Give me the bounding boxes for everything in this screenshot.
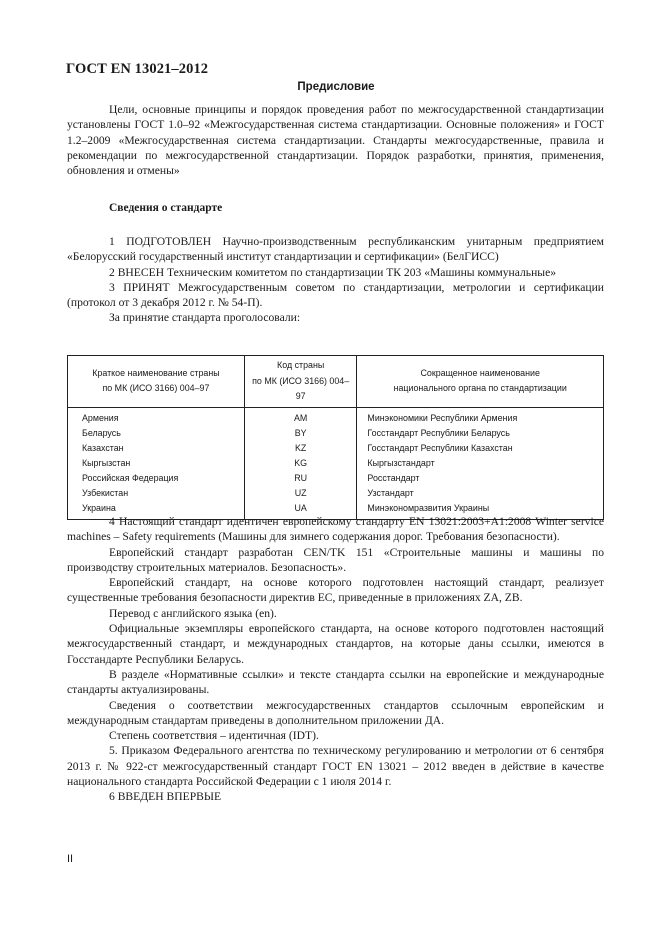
- table-cell-code: KZ: [244, 441, 357, 456]
- table-cell-body: Минэкономики Республики Армения: [357, 407, 604, 426]
- table-cell-country: Узбекистан: [68, 486, 245, 501]
- table-row: [68, 407, 604, 426]
- table-cell-code: BY: [244, 426, 357, 441]
- table-cell-country: Армения: [68, 407, 245, 426]
- paragraph-order: 5. Приказом Федерального агентства по техническому регулированию и метрологии от 6 сентября 2013 г. № 922-ст межгосударственный стандарт ГОСТ EN 13021 – 2012 введен в действие в качестве национального стандарта Российской Федерации с 1 июля 2014 г.: [67, 744, 604, 789]
- table-cell-country: Казахстан: [68, 441, 245, 456]
- table-cell-code: KG: [244, 456, 357, 471]
- table-row: [68, 426, 604, 441]
- table-cell-code: AM: [244, 407, 357, 426]
- table-cell-body: Росстандарт: [357, 471, 604, 486]
- paragraph-degree: Степень соответствия – идентичная (IDT).: [109, 729, 319, 743]
- table-cell-code: UZ: [244, 486, 357, 501]
- foreword-block: [67, 102, 604, 178]
- foreword-paragraph: Цели, основные принципы и порядок проведения работ по межгосударственной стандартизации установлены ГОСТ 1.0–92 «Межгосударственная система стандартизации. Основные положения» и ГОСТ 1.2–2009 «Межгосударственная система стандартизации. Стандарты межгосударственные, правила и рекомендации по межгосударственной стандартизации. Порядок разработки, принятия, применения, обновления и отмены»: [67, 103, 604, 178]
- paragraph-cen: Европейский стандарт разработан CEN/TK 151 «Строительные машины и машины по производству строительных материалов. Безопасность».: [67, 545, 604, 574]
- paragraph-references: В разделе «Нормативные ссылки» и тексте стандарта ссылки на европейские и международные стандарты актуализированы.: [67, 667, 604, 697]
- about-paragraph-3: 3 ПРИНЯТ Межгосударственным советом по стандартизации, метрологии и сертификации (протокол от 3 декабря 2012 г. № 54-П).: [67, 280, 604, 310]
- paragraph-first-introduced: 6 ВВЕДЕН ВПЕРВЫЕ: [109, 790, 222, 804]
- table-header-body: Сокращенное наименование национального органа по стандартизации: [357, 356, 604, 408]
- page-number: II: [67, 853, 74, 865]
- about-heading: Сведения о стандарте: [109, 202, 223, 214]
- document-code: ГОСТ EN 13021–2012: [66, 61, 209, 77]
- table-row: [68, 486, 604, 501]
- about-paragraph-1: 1 ПОДГОТОВЛЕН Научно-производственным республиканским унитарным предприятием «Белорусский государственный институт стандартизации и сертификации» (БелГИСС): [67, 235, 604, 264]
- table-cell-code: RU: [244, 471, 357, 486]
- table-cell-code: UA: [244, 501, 357, 520]
- about-paragraph-2: 2 ВНЕСЕН Техническим комитетом по стандартизации ТК 203 «Машины коммунальные»: [109, 265, 557, 279]
- paragraph-appendix: Сведения о соответствии межгосударственных стандартов ссылочным европейским и международным стандартам приведены в дополнительном приложении ДА.: [67, 698, 604, 727]
- after-table-block: [67, 514, 604, 805]
- table-row: [68, 456, 604, 471]
- table-cell-body: Госстандарт Республики Беларусь: [357, 426, 604, 441]
- table-cell-country: Кыргызстан: [68, 456, 245, 471]
- table-row: [68, 441, 604, 456]
- table-header-row: [68, 356, 604, 408]
- paragraph-official-copies: Официальные экземпляры европейского стандарта, на основе которого подготовлен настоящий межгосударственный стандарт, и международных стандартов, на которые даны ссылки, имеются в Госстандарте Республики Беларусь.: [67, 622, 604, 666]
- table-cell-body: Минэкономразвития Украины: [357, 501, 604, 520]
- section-title: Предисловие: [297, 81, 375, 93]
- about-block: [67, 234, 604, 326]
- paragraph-identical: 4 Настоящий стандарт идентичен европейскому стандарту EN 13021:2003+A1:2008 Winter service machines – Safety requirements (Машины для зимнего содержания дорог. Требования безопасности).: [67, 515, 604, 544]
- paragraph-translation: Перевод с английского языка (en).: [109, 606, 277, 620]
- table-row: [68, 471, 604, 486]
- table-header-country: Краткое наименование страны по МК (ИСО 3166) 004–97: [68, 356, 245, 408]
- table-cell-body: Госстандарт Республики Казахстан: [357, 441, 604, 456]
- votes-table: [67, 355, 604, 520]
- table-cell-country: Беларусь: [68, 426, 245, 441]
- vote-intro: За принятие стандарта проголосовали:: [109, 311, 301, 325]
- table-header-code: Код страны по МК (ИСО 3166) 004–97: [244, 356, 357, 408]
- paragraph-directives: Европейский стандарт, на основе которого подготовлен настоящий стандарт, реализует существенные требования безопасности директив ЕС, приведенные в приложениях ZA, ZB.: [67, 576, 604, 605]
- table-cell-body: Узстандарт: [357, 486, 604, 501]
- table-cell-country: Российская Федерация: [68, 471, 245, 486]
- table-cell-country: Украина: [68, 501, 245, 520]
- table-cell-body: Кыргызстандарт: [357, 456, 604, 471]
